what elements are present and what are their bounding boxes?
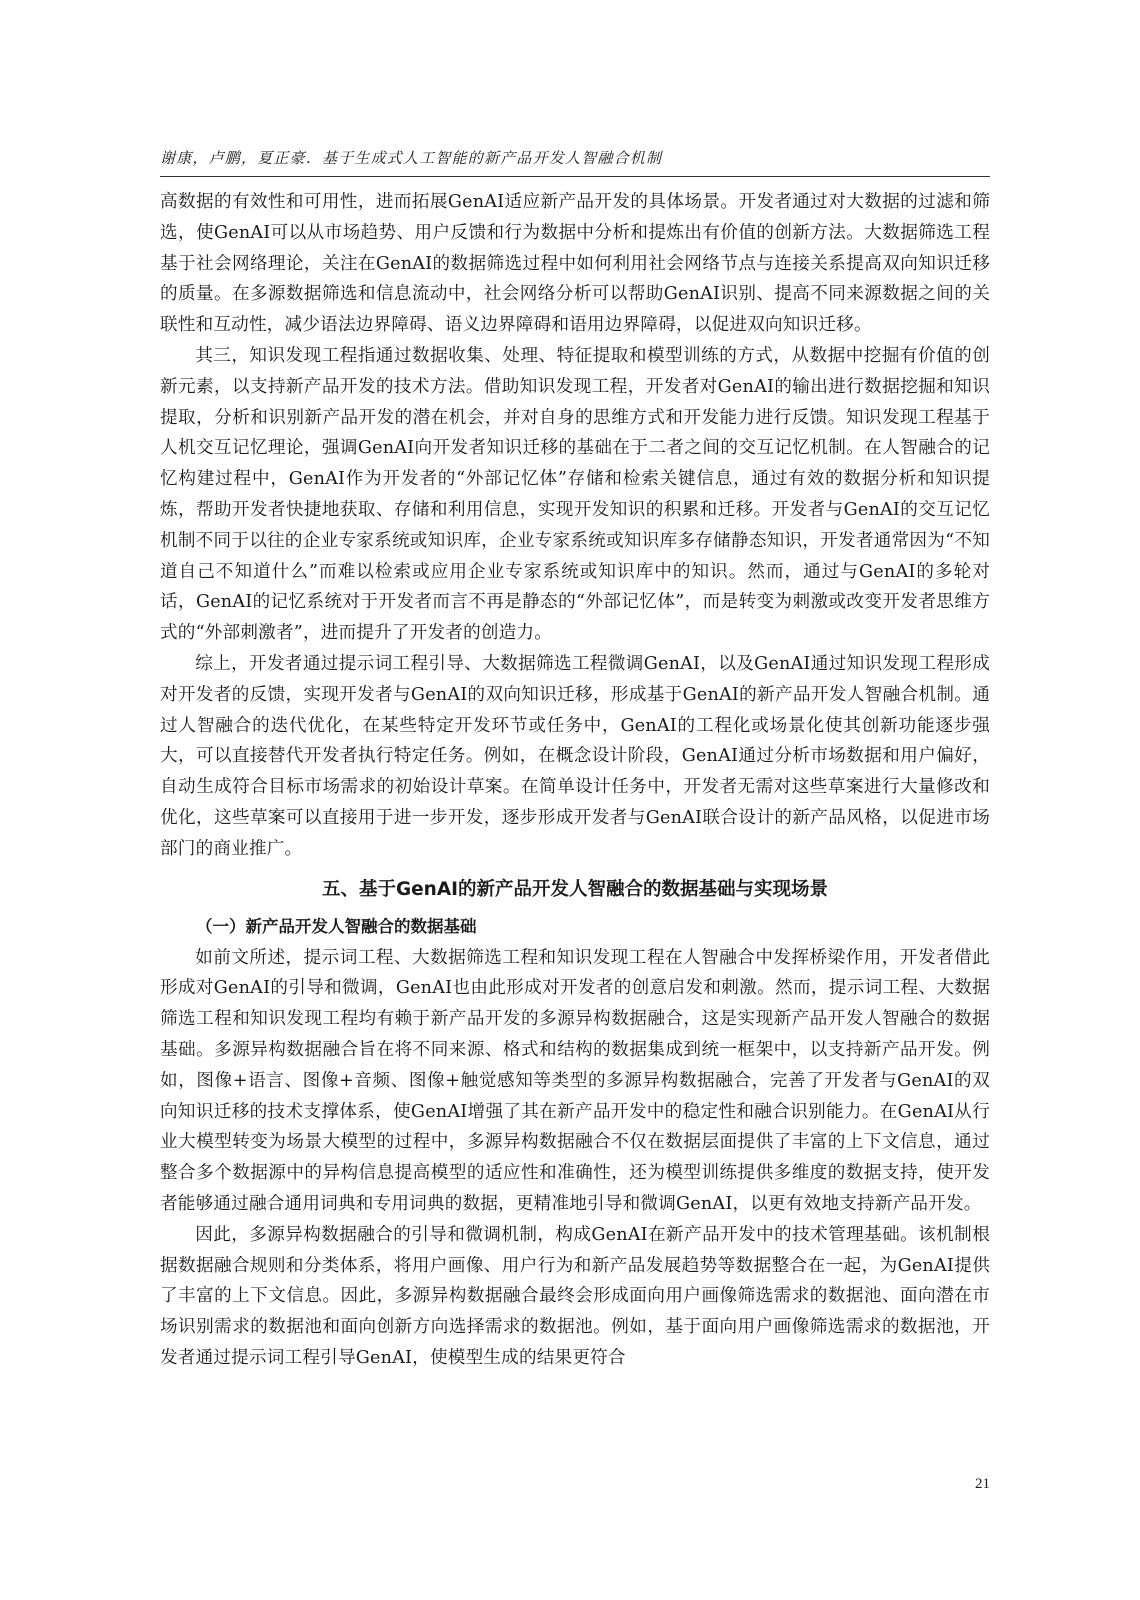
paragraph-data-foundation: 如前文所述，提示词工程、大数据筛选工程和知识发现工程在人智融合中发挥桥梁作用，开发者借此形成对GenAI的引导和微调，GenAI也由此形成对开发者的创意启发和刺激。然而，提示词工程、大数据筛选工程和知识发现工程均有赖于新产品开发的多源异构数据融合，这是实现新产品开发人智融合的数据基础。多源异构数据融合旨在将不同来源、格式和结构的数据集成到统一框架中，以支持新产品开发。例如，图像+语言、图像+音频、图像+触觉感知等类型的多源异构数据融合，完善了开发者与GenAI的双向知识迁移的技术支撑体系，使GenAI增强了其在新产品开发中的稳定性和融合识别能力。在GenAI从行业大模型转变为场景大模型的过程中，多源异构数据融合不仅在数据层面提供了丰富的上下文信息，通过整合多个数据源中的异构信息提高模型的适应性和准确性，还为模型训练提供多维度的数据支持，使开发者能够通过融合通用词典和专用词典的数据，更精准地引导和微调GenAI，以更有效地支持新产品开发。 <box>160 947 990 1214</box>
running-head: 谢康，卢鹏，夏正豪．基于生成式人工智能的新产品开发人智融合机制 <box>160 148 990 177</box>
paragraph-knowledge-discovery: 其三，知识发现工程指通过数据收集、处理、特征提取和模型训练的方式，从数据中挖掘有价值的创新元素，以支持新产品开发的技术方法。借助知识发现工程，开发者对GenAI的输出进行数据挖掘和知识提取，分析和识别新产品开发的潜在机会，并对自身的思维方式和开发能力进行反馈。知识发现工程基于人机交互记忆理论，强调GenAI向开发者知识迁移的基础在于二者之间的交互记忆机制。在人智融合的记忆构建过程中，GenAI作为开发者的“外部记忆体”存储和检索关键信息，通过有效的数据分析和知识提炼，帮助开发者快捷地获取、存储和利用信息，实现开发知识的积累和迁移。开发者与GenAI的交互记忆机制不同于以往的企业专家系统或知识库，企业专家系统或知识库多存储静态知识，开发者通常因为“不知道自己不知道什么”而难以检索或应用企业专家系统或知识库中的知识。然而，通过与GenAI的多轮对话，GenAI的记忆系统对于开发者而言不再是静态的“外部记忆体”，而是转变为刺激或改变开发者思维方式的“外部刺激者”，进而提升了开发者的创造力。 <box>160 345 990 644</box>
page-number: 21 <box>975 1476 990 1492</box>
paragraph-summary: 综上，开发者通过提示词工程引导、大数据筛选工程微调GenAI，以及GenAI通过知识发现工程形成对开发者的反馈，实现开发者与GenAI的双向知识迁移，形成基于GenAI的新产品开发人智融合机制。通过人智融合的迭代优化，在某些特定开发环节或任务中，GenAI的工程化或场景化使其创新功能逐步强大，可以直接替代开发者执行特定任务。例如，在概念设计阶段，GenAI通过分析市场数据和用户偏好，自动生成符合目标市场需求的初始设计草案。在简单设计任务中，开发者无需对这些草案进行大量修改和优化，这些草案可以直接用于进一步开发，逐步形成开发者与GenAI联合设计的新产品风格，以促进市场部门的商业推广。 <box>160 653 990 859</box>
section-title: 五、基于GenAI的新产品开发人智融合的数据基础与实现场景 <box>321 878 829 900</box>
paragraph-continued: 高数据的有效性和可用性，进而拓展GenAI适应新产品开发的具体场景。开发者通过对大数据的过滤和筛选，使GenAI可以从市场趋势、用户反馈和行为数据中分析和提炼出有价值的创新方法。大数据筛选工程基于社会网络理论，关注在GenAI的数据筛选过程中如何利用社会网络节点与连接关系提高双向知识迁移的质量。在多源数据筛选和信息流动中，社会网络分析可以帮助GenAI识别、提高不同来源数据之间的关联性和互动性，减少语法边界障碍、语义边界障碍和语用边界障碍，以促进双向知识迁移。 <box>160 192 990 336</box>
paragraph-data-pools: 因此，多源异构数据融合的引导和微调机制，构成GenAI在新产品开发中的技术管理基础。该机制根据数据融合规则和分类体系，将用户画像、用户行为和新产品发展趋势等数据整合在一起，为GenAI提供了丰富的上下文信息。因此，多源异构数据融合最终会形成面向用户画像筛选需求的数据池、面向潜在市场识别需求的数据池和面向创新方向选择需求的数据池。例如，基于面向用户画像筛选需求的数据池，开发者通过提示词工程引导GenAI，使模型生成的结果更符合 <box>160 1224 990 1368</box>
page-content <box>160 148 990 1374</box>
subsection-title: （一）新产品开发人智融合的数据基础 <box>196 916 477 936</box>
